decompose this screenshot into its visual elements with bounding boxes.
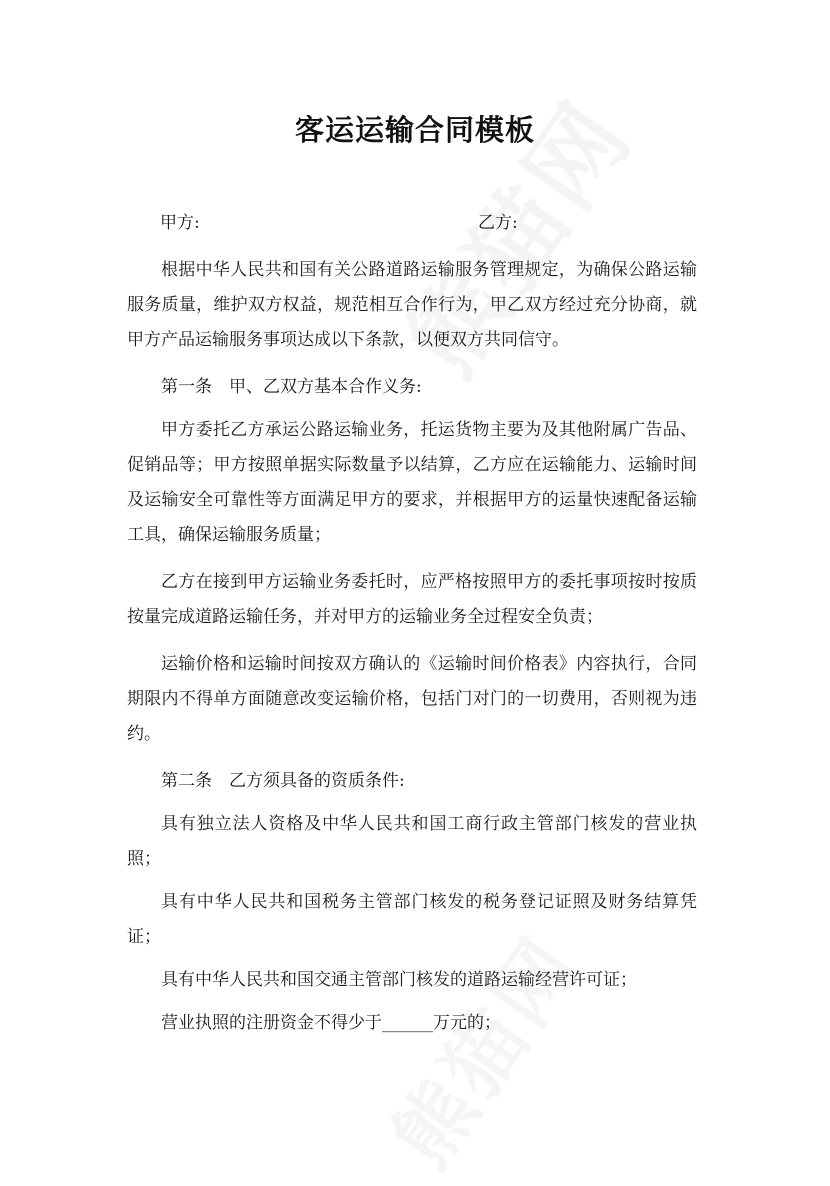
party-b-label: 乙方:	[478, 213, 518, 233]
paragraph: 甲方委托乙方承运公路运输业务，托运货物主要为及其他附属广告品、促销品等；甲方按照单据实际数量予以结算，乙方应在运输能力、运输时间及运输安全可靠性等方面满足甲方的要求，并根据甲方的运量快速配备运输工具，确保运输服务质量；	[127, 420, 697, 545]
document-title: 客运运输合同模板	[294, 113, 535, 147]
parties-row	[0, 208, 830, 238]
paragraph: 具有独立法人资格及中华人民共和国工商行政主管部门核发的营业执照；	[127, 814, 697, 869]
paragraph: 具有中华人民共和国交通主管部门核发的道路运输经营许可证；	[161, 970, 637, 990]
paragraph: 乙方在接到甲方运输业务委托时，应严格按照甲方的委托事项按时按质按量完成道路运输任务，并对甲方的运输业务全过程安全负责；	[127, 572, 697, 627]
paragraph: 具有中华人民共和国税务主管部门核发的税务登记证照及财务结算凭证；	[127, 892, 697, 947]
article-heading: 第一条 甲、乙双方基本合作义务:	[161, 377, 422, 397]
paragraph: 根据中华人民共和国有关公路道路运输服务管理规定，为确保公路运输服务质量，维护双方权益，规范相互合作行为，甲乙双方经过充分协商，就甲方产品运输服务事项达成以下条款，以便双方共同信守。	[127, 260, 697, 350]
article-heading: 第二条 乙方须具备的资质条件:	[161, 771, 405, 791]
paragraph: 运输价格和运输时间按双方确认的《运输时间价格表》内容执行，合同期限内不得单方面随意改变运输价格，包括门对门的一切费用，否则视为违约。	[127, 654, 697, 744]
party-a-label: 甲方:	[160, 213, 200, 233]
paragraph: 营业执照的注册资金不得少于______万元的；	[161, 1013, 501, 1033]
document-body	[127, 253, 697, 1049]
